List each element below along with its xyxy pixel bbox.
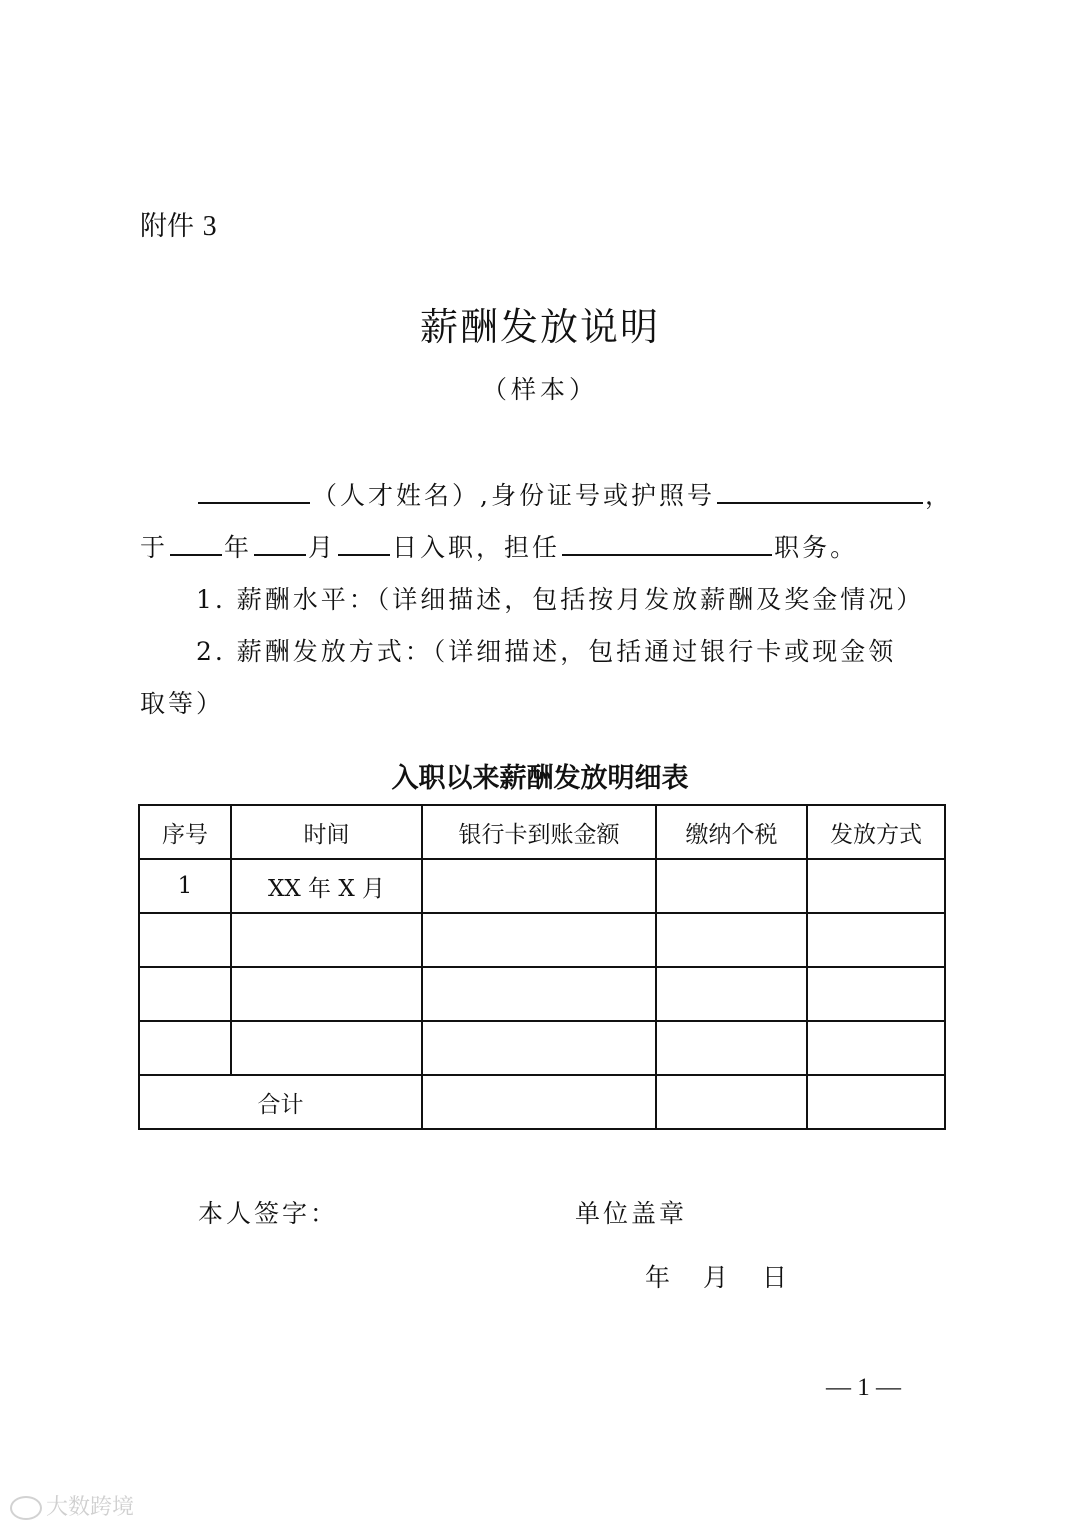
cell-method[interactable]	[807, 859, 945, 913]
day-label: 日入职，担任	[392, 533, 561, 562]
body-line-2	[140, 528, 858, 564]
total-tax[interactable]	[656, 1075, 807, 1129]
salary-detail-table	[138, 804, 946, 1130]
cell-method[interactable]	[807, 1021, 945, 1075]
position-blank[interactable]	[562, 528, 772, 556]
line2-end: 职务。	[774, 533, 859, 562]
day-blank[interactable]	[338, 528, 390, 556]
cell-method[interactable]	[807, 913, 945, 967]
cell-bank-amount[interactable]	[422, 913, 656, 967]
month-label: 月	[308, 533, 337, 562]
header-time: 时间	[231, 805, 422, 859]
table-row	[139, 859, 945, 913]
cell-time[interactable]	[231, 1021, 422, 1075]
cell-time[interactable]	[231, 967, 422, 1021]
month-blank[interactable]	[254, 528, 306, 556]
body-line-1	[196, 476, 953, 512]
attachment-label-text: 附件	[140, 211, 194, 242]
table-header-row	[139, 805, 945, 859]
table-title: 入职以来薪酬发放明细表	[391, 763, 689, 794]
name-blank[interactable]	[198, 476, 310, 504]
item-2-continued: 取等）	[140, 689, 225, 718]
cell-method[interactable]	[807, 967, 945, 1021]
cell-no[interactable]	[139, 967, 231, 1021]
cell-tax[interactable]	[656, 859, 807, 913]
table-row	[139, 1021, 945, 1075]
watermark	[10, 1490, 134, 1521]
watermark-text: 大数跨境	[46, 1495, 135, 1520]
date-month-label: 月	[703, 1263, 732, 1292]
table-row	[139, 967, 945, 1021]
line2-prefix: 于	[140, 533, 169, 562]
id-blank[interactable]	[717, 476, 923, 504]
cell-bank-amount[interactable]	[422, 1021, 656, 1075]
cell-tax[interactable]	[656, 913, 807, 967]
total-method[interactable]	[807, 1075, 945, 1129]
cell-no: 1	[139, 859, 231, 913]
page-number: — 1 —	[826, 1374, 901, 1401]
attachment-label	[140, 204, 217, 243]
line1-end: ，	[924, 481, 953, 510]
header-tax: 缴纳个税	[656, 805, 807, 859]
cell-no[interactable]	[139, 1021, 231, 1075]
cell-bank-amount[interactable]	[422, 859, 656, 913]
total-label: 合计	[139, 1075, 422, 1129]
item-2-payment-method: 2. 薪酬发放方式：（详细描述，包括通过银行卡或现金领	[196, 637, 897, 666]
date-year-label: 年	[645, 1263, 674, 1292]
id-label: 身份证号或护照号	[490, 481, 715, 510]
table-total-row	[139, 1075, 945, 1129]
year-blank[interactable]	[170, 528, 222, 556]
person-signature-label: 本人签字：	[198, 1199, 339, 1228]
watermark-logo-icon	[10, 1496, 42, 1520]
header-no: 序号	[139, 805, 231, 859]
cell-tax[interactable]	[656, 1021, 807, 1075]
cell-tax[interactable]	[656, 967, 807, 1021]
cell-no[interactable]	[139, 913, 231, 967]
item-1-salary-level: 1. 薪酬水平：（详细描述，包括按月发放薪酬及奖金情况）	[196, 585, 925, 614]
year-label: 年	[224, 533, 253, 562]
header-payment-method: 发放方式	[807, 805, 945, 859]
total-bank-amount[interactable]	[422, 1075, 656, 1129]
cell-time: XX 年 X 月	[231, 859, 422, 913]
document-subtitle: （样本）	[481, 375, 598, 404]
cell-bank-amount[interactable]	[422, 967, 656, 1021]
attachment-number: 3	[202, 211, 217, 242]
document-title: 薪酬发放说明	[419, 305, 660, 349]
name-hint: （人才姓名）,	[312, 481, 491, 510]
table-row	[139, 913, 945, 967]
cell-time[interactable]	[231, 913, 422, 967]
date-day-label: 日	[762, 1263, 791, 1292]
header-bank-amount: 银行卡到账金额	[422, 805, 656, 859]
unit-seal-label: 单位盖章	[575, 1199, 688, 1228]
